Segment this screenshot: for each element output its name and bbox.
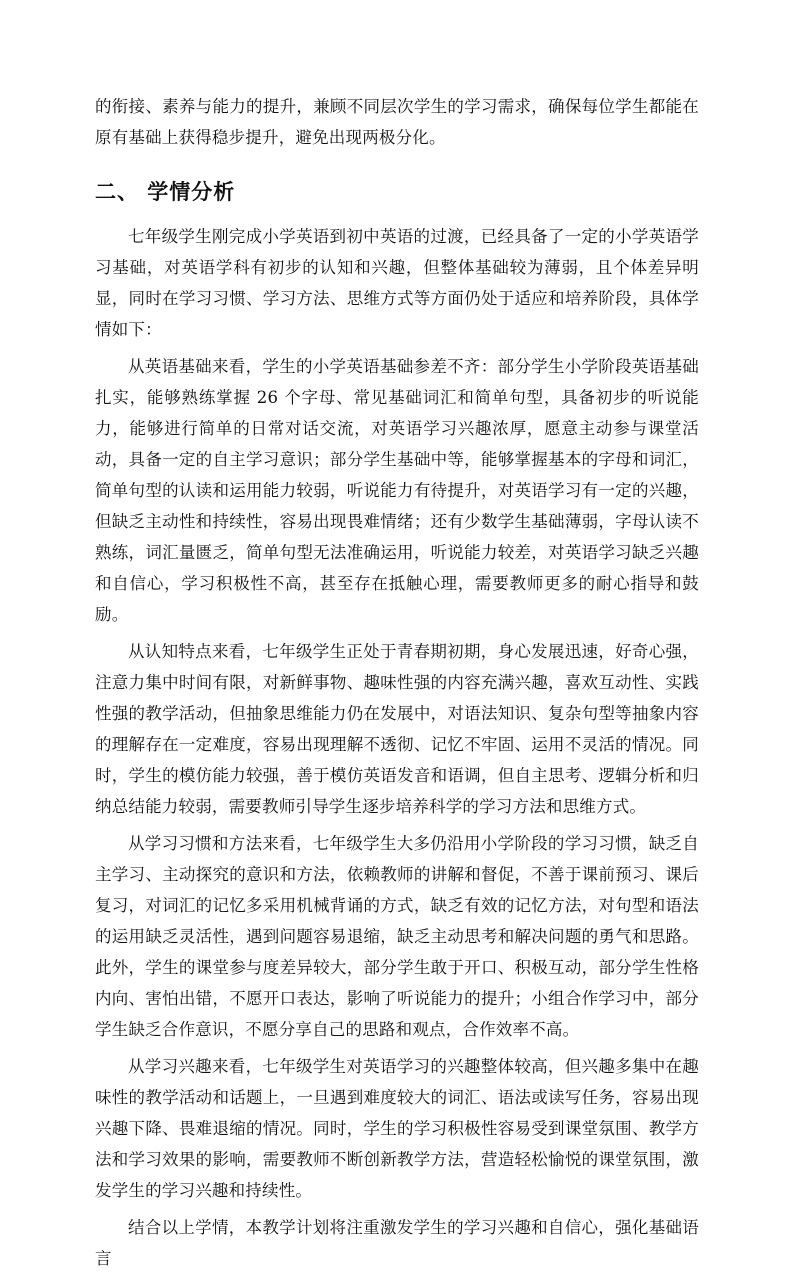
intro-tail-paragraph: 的衔接、素养与能力的提升，兼顾不同层次学生的学习需求，确保每位学生都能在原有基础上获得稳步提升，避免出现两极分化。 bbox=[95, 97, 699, 147]
document-page bbox=[95, 91, 699, 1274]
paragraph-cognitive-traits: 从认知特点来看，七年级学生正处于青春期初期，身心发展迅速，好奇心强，注意力集中时间有限，对新鲜事物、趣味性强的内容充满兴趣，喜欢互动性、实践性强的教学活动，但抽象思维能力仍在发展中，对语法知识、复杂句型等抽象内容的理解存在一定难度，容易出现理解不透彻、记忆不牢固、运用不灵活的情况。同时，学生的模仿能力较强，善于模仿英语发音和语调，但自主思考、逻辑分析和归纳总结能力较弱，需要教师引导学生逐步培养科学的学习方法和思维方式。 bbox=[95, 642, 699, 816]
paragraph-learning-interest: 从学习兴趣来看，七年级学生对英语学习的兴趣整体较高，但兴趣多集中在趣味性的教学活动和话题上，一旦遇到难度较大的词汇、语法或读写任务，容易出现兴趣下降、畏难退缩的情况。同时，学生的学习积极性容易受到课堂氛围、教学方法和学习效果的影响，需要教师不断创新教学方法，营造轻松愉悦的课堂氛围，激发学生的学习兴趣和持续性。 bbox=[95, 1057, 699, 1200]
paragraph-english-foundation: 从英语基础来看，学生的小学英语基础参差不齐：部分学生小学阶段英语基础扎实，能够熟练掌握 26 个字母、常见基础词汇和简单句型，具备初步的听说能力，能够进行简单的日常对话交流，对英语学习兴趣浓厚，愿意主动参与课堂活动，具备一定的自主学习意识；部分学生基础中等，能够掌握基本的字母和词汇，简单句型的认读和运用能力较弱，听说能力有待提升，对英语学习有一定的兴趣，但缺乏主动性和持续性，容易出现畏难情绪；还有少数学生基础薄弱，字母认读不熟练，词汇量匮乏，简单句型无法准确运用，听说能力较差，对英语学习缺乏兴趣和自信心，学习积极性不高，甚至存在抵触心理，需要教师更多的耐心指导和鼓励。 bbox=[95, 357, 699, 624]
paragraph-overview: 七年级学生刚完成小学英语到初中英语的过渡，已经具备了一定的小学英语学习基础，对英语学科有初步的认知和兴趣，但整体基础较为薄弱，且个体差异明显，同时在学习习惯、学习方法、思维方式等方面仍处于适应和培养阶段，具体学情如下： bbox=[95, 227, 699, 339]
section-heading: 二、 学情分析 bbox=[95, 180, 236, 204]
paragraph-habits-methods: 从学习习惯和方法来看，七年级学生大多仍沿用小学阶段的学习习惯，缺乏自主学习、主动探究的意识和方法，依赖教师的讲解和督促，不善于课前预习、课后复习，对词汇的记忆多采用机械背诵的方式，缺乏有效的记忆方法，对句型和语法的运用缺乏灵活性，遇到问题容易退缩，缺乏主动思考和解决问题的勇气和思路。此外，学生的课堂参与度差异较大，部分学生敢于开口、积极互动，部分学生性格内向、害怕出错，不愿开口表达，影响了听说能力的提升；小组合作学习中，部分学生缺乏合作意识，不愿分享自己的思路和观点，合作效率不高。 bbox=[95, 834, 699, 1039]
paragraph-conclusion: 结合以上学情，本教学计划将注重激发学生的学习兴趣和自信心，强化基础语言 bbox=[95, 1218, 699, 1268]
